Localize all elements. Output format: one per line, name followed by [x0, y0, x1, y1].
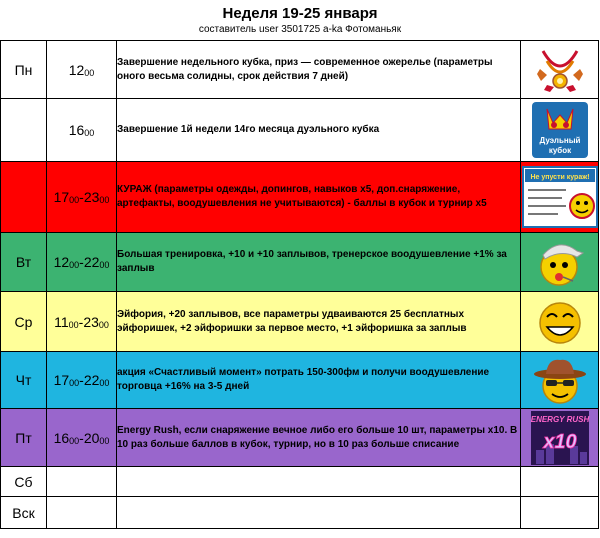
page-subtitle: составитель user 3501725 а-ka Фотоманьяк	[198, 24, 402, 35]
day-cell	[1, 99, 47, 162]
energy-rush-icon	[530, 410, 590, 466]
schedule-row	[1, 233, 599, 292]
day-cell: Вск	[1, 497, 47, 529]
day-cell: Сб	[1, 467, 47, 497]
svg-text:x10: x10	[542, 430, 577, 453]
day-cell: Ср	[1, 292, 47, 352]
event-description: Завершение 1й недели 14го месяца дуэльного кубка	[117, 99, 521, 162]
event-icon-cell	[521, 99, 599, 162]
event-description	[117, 497, 521, 529]
euphoria-smiley-icon	[533, 295, 587, 349]
day-cell	[1, 162, 47, 233]
time-cell: $17_{00}-23_{00}$	[47, 162, 117, 233]
event-description: Эйфория, +20 заплывов, все параметры удваиваются 25 бесплатных эйфоришек, +2 эйфоришки за первое место, +1 эйфоришка за заплыв	[117, 292, 521, 352]
event-icon-cell	[521, 233, 599, 292]
time-cell	[47, 497, 117, 529]
coach-smiley-icon	[533, 235, 587, 289]
event-icon-cell	[521, 497, 599, 529]
event-description: Завершение недельного кубка, приз — современное ожерелье (параметры оного весьма солидны, срок действия 7 дней)	[117, 41, 521, 99]
event-description	[117, 467, 521, 497]
time-cell: $16_{00}-20_{00}$	[47, 409, 117, 467]
schedule-row	[1, 292, 599, 352]
time-cell: $12_{00}$	[47, 41, 117, 99]
svg-text:Дуэльный: Дуэльный	[539, 136, 580, 145]
time-cell: $12_{00}-22_{00}$	[47, 233, 117, 292]
time-cell: $11_{00}-23_{00}$	[47, 292, 117, 352]
event-description: Большая тренировка, +10 и +10 заплывов, тренерское воодушевление +1% за заплыв	[117, 233, 521, 292]
day-cell: Пт	[1, 409, 47, 467]
event-icon-cell	[521, 352, 599, 409]
day-cell: Пн	[1, 41, 47, 99]
schedule-row	[1, 497, 599, 529]
event-description: акция «Счастливый момент» потрать 150-300фм и получи воодушевление торговца +16% на 3-5 дней	[117, 352, 521, 409]
event-icon-cell	[521, 162, 599, 233]
event-icon-cell	[521, 292, 599, 352]
event-description: Energy Rush, если снаряжение вечное либо его больше 10 шт, параметры х10. В 10 раз больше баллов в кубок, турнир, но в 10 раз больше списание	[117, 409, 521, 467]
time-cell	[47, 467, 117, 497]
svg-text:ENERGY RUSH: ENERGY RUSH	[530, 414, 589, 424]
courage-banner-icon	[522, 166, 598, 228]
duel-cup-icon	[531, 101, 589, 159]
schedule-table	[0, 40, 599, 529]
day-cell: Вт	[1, 233, 47, 292]
schedule-row	[1, 352, 599, 409]
necklace-icon	[535, 47, 585, 93]
trader-smiley-icon	[532, 354, 588, 406]
schedule-row	[1, 467, 599, 497]
schedule-row	[1, 409, 599, 467]
svg-text:Не упусти кураж!: Не упусти кураж!	[529, 174, 590, 181]
event-icon-cell	[521, 41, 599, 99]
time-cell: $17_{00}-22_{00}$	[47, 352, 117, 409]
day-cell: Чт	[1, 352, 47, 409]
time-cell: $16_{00}$	[47, 99, 117, 162]
event-icon-cell	[521, 409, 599, 467]
event-icon-cell	[521, 467, 599, 497]
schedule-row	[1, 41, 599, 99]
svg-text:кубок: кубок	[548, 146, 571, 155]
event-description: КУРАЖ (параметры одежды, допингов, навыков х5, доп.снаряжение, артефакты, воодушевления не учитываются) - баллы в кубок и турнир х5	[117, 162, 521, 233]
schedule-row	[1, 99, 599, 162]
schedule-row	[1, 162, 599, 233]
page-title: Неделя 19-25 января	[222, 5, 378, 22]
header	[0, 0, 600, 40]
